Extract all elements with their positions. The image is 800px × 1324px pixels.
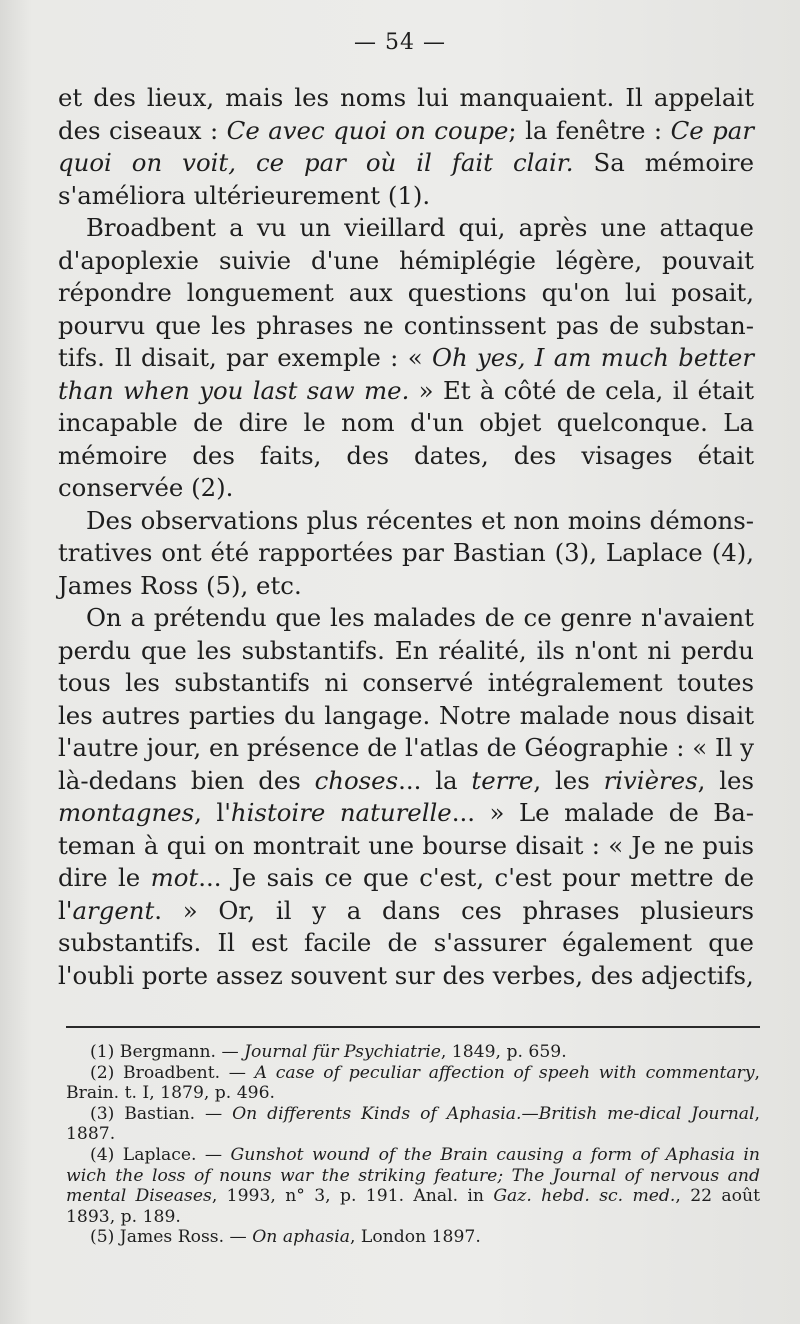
text-run: (1) Bergmann. — [90, 1042, 245, 1062]
italic-run: terre [471, 765, 534, 795]
italic-run: Ce avec quoi on coupe [226, 115, 509, 145]
text-run: , l' [194, 798, 231, 827]
text-run: , les [697, 765, 754, 795]
text-run: Sa mémoire s'améliora ultérieurement (1). [58, 148, 755, 210]
text-run: , 1993, n° 3, p. 191. Anal. in [211, 1186, 494, 1207]
page-number: — 54 — [354, 30, 446, 55]
text-run: (5) James Ross. — [90, 1227, 253, 1248]
footnote-2 [66, 1063, 760, 1104]
text-run: ... Je sais ce que c'est, c'est pour mettre de l' [58, 863, 755, 925]
text-run: . » Or, il y a dans ces phrases plusieurs substantifs. Il est facile de s'assurer également que l'oubli porte assez souvent sur des verbes, des adjectifs, [58, 895, 754, 990]
text-run: (2) Broadbent. — [90, 1062, 255, 1083]
footnote-5 [66, 1227, 760, 1248]
italic-run: mot [150, 863, 199, 892]
footnote-1 [66, 1042, 760, 1063]
italic-run: montagnes [58, 798, 195, 827]
footnote-divider [66, 1026, 760, 1028]
italic-run: On aphasia [252, 1227, 350, 1248]
paragraph-3 [58, 505, 754, 603]
italic-run: Gunshot wound of the Brain causing a form of Aphasia in wich the loss of nouns war the striking feature; The Journal of nervous and mental Diseases [66, 1144, 760, 1207]
italic-run: argent [72, 895, 155, 925]
paragraph-4 [58, 602, 754, 992]
italic-run: histoire naturelle [230, 798, 452, 827]
italic-run: Gaz. hebd. sc. med. [493, 1186, 676, 1207]
italic-run: Ce par quoi on voit, ce par où il fait clair. [58, 115, 755, 177]
text-run: , Brain. t. I, 1879, p. 496. [66, 1062, 760, 1104]
footnote-4 [66, 1145, 760, 1227]
text-run: , London 1897. [349, 1227, 481, 1248]
text-run: , 22 août 1893, p. 189. [66, 1186, 760, 1227]
italic-run: rivières [603, 765, 698, 795]
body-text [58, 82, 754, 992]
paragraph-2 [58, 212, 754, 505]
text-run: (3) Bastian. — [90, 1103, 233, 1124]
text-run: ... » Le malade de Ba-teman à qui on montrait une bourse disait : « Je ne puis dire le [58, 798, 754, 892]
italic-run: Oh yes, I am much better than when you last saw me. [58, 343, 754, 405]
italic-run: choses [314, 765, 399, 795]
text-run: et des lieux, mais les noms lui manquaient. Il appelait des ciseaux : [58, 83, 754, 145]
footnote-3 [66, 1104, 760, 1145]
text-run: ... la [398, 765, 472, 795]
italic-run: Journal für Psychiatrie [244, 1042, 441, 1062]
text-run: (4) Laplace. — [90, 1144, 231, 1165]
text-run: ; la fenêtre : [508, 115, 671, 145]
italic-run: On differents Kinds of Aphasia.—British me-dical Journal [232, 1103, 755, 1124]
text-run: , 1887. [66, 1103, 760, 1145]
text-run: Broadbent a vu un vieillard qui, après une attaque d'apoplexie suivie d'une hémiplégie légère, pouvait répondre longuement aux questions qu'on lui posait, pourvu que les phrases ne continssent pas de substan-tifs. Il disait, par exemple : « [58, 213, 754, 372]
text-run: , les [533, 765, 604, 795]
text-run: Des observations plus récentes et non moins démons-tratives ont été rapportées par Bastian (3), Laplace (4), James Ross (5), etc. [58, 505, 754, 600]
text-run: On a prétendu que les malades de ce genre n'avaient perdu que les substantifs. En réalité, ils n'ont ni perdu tous les substantifs ni conservé intégralement toutes les autres parties du langage. Notre malade nous disait l'autre jour, en présence de l'atlas de Géographie : « Il y là-dedans bien des [58, 603, 754, 795]
footnotes [66, 1042, 760, 1248]
text-run: » Et à côté de cela, il était incapable de dire le nom d'un objet quelconque. La mémoire des faits, des dates, des visages était conservée (2). [58, 375, 754, 502]
italic-run: A case of peculiar affection of speeh with commentary [254, 1062, 755, 1083]
text-run: , 1849, p. 659. [440, 1042, 567, 1062]
paragraph-1 [58, 82, 754, 212]
